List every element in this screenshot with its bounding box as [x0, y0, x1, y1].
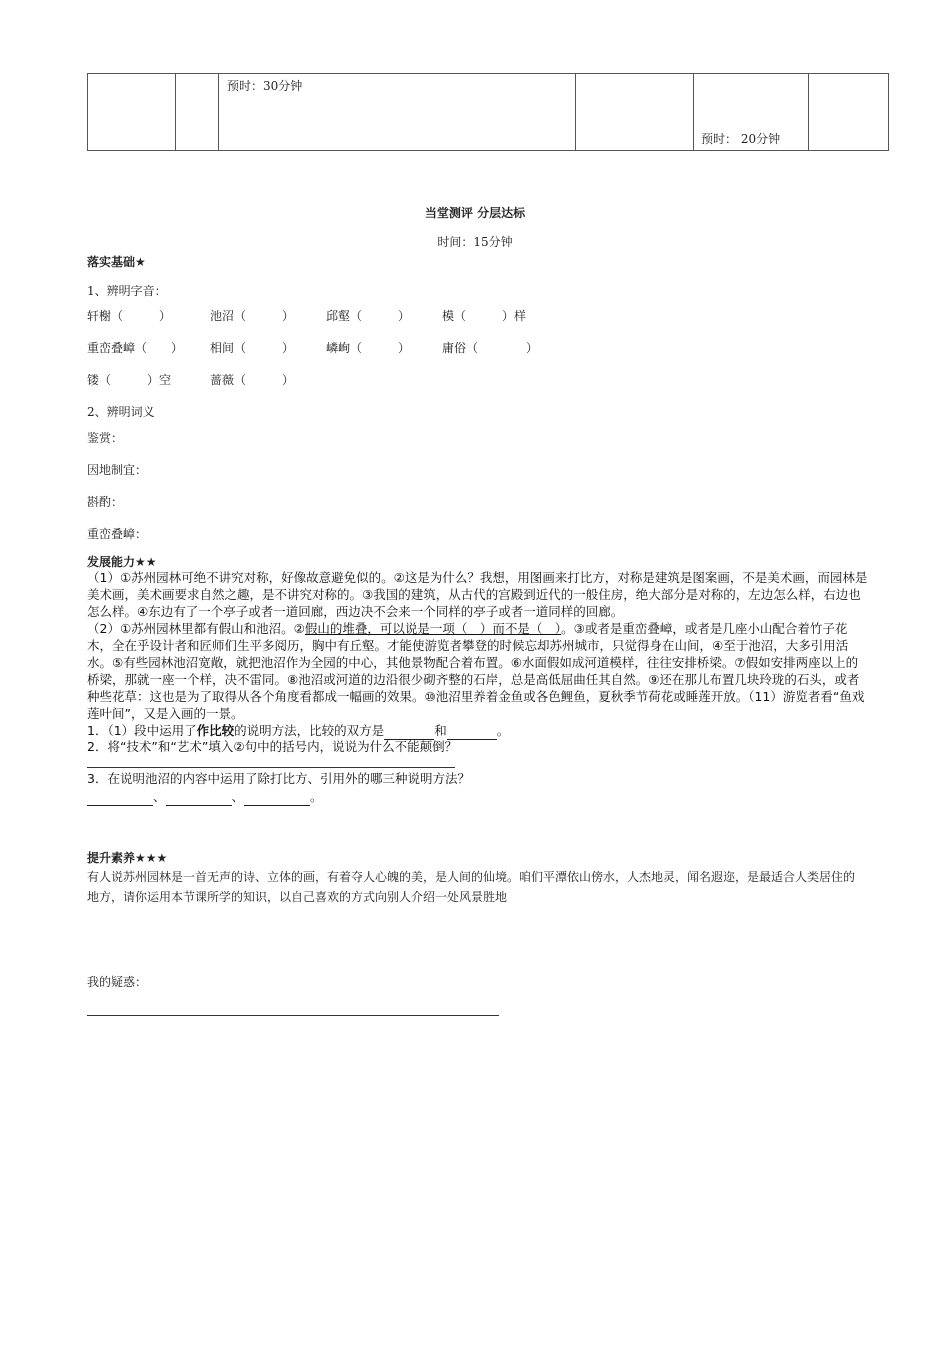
- table-cell: [88, 74, 176, 151]
- reading-paragraph-1: （1）①苏州园林可绝不讲究对称，好像故意避免似的。②这是为什么？我想，用图画来打比方，对称是建筑是图案画，不是美术画，而园林是美术画，美术画要求自然之趣，是不讲究对称的。③我国的建筑，从古代的宫殿到近代的一般住房，绝大部分是对称的，左边怎么样，右边也怎么样。④东边有了一个亭子或者一道回廊，西边决不会来一个同样的亭子或者一道同样的回廊。: [87, 570, 868, 619]
- pinyin-item: 庸俗（ ）: [442, 341, 539, 355]
- doubt-label: 我的疑惑：: [87, 975, 148, 989]
- answer-line[interactable]: [87, 1015, 499, 1016]
- vocab-item: 因地制宜：: [87, 463, 148, 477]
- table-cell: [219, 74, 576, 151]
- vocab-item: 重峦叠嶂：: [87, 527, 148, 541]
- test-time: 时间：15分钟: [437, 235, 513, 249]
- answer-blank[interactable]: [87, 788, 153, 806]
- bold-term: 作比较: [196, 723, 235, 738]
- separator: 。: [310, 789, 323, 804]
- table-cell: [576, 74, 694, 151]
- pinyin-item: 邱壑（ ）: [326, 309, 411, 323]
- question-title: 2、辨明词义: [87, 405, 155, 419]
- question-title: 1、辨明字音：: [87, 284, 167, 298]
- pinyin-item: 重峦叠嶂（ ）: [87, 341, 184, 355]
- question-text: 和: [434, 723, 447, 738]
- underlined-sentence: 假山的堆叠，可以说是一项（ ）而不是（ ）: [304, 621, 562, 636]
- question-2: 2．将“技术”和“艺术”填入②句中的括号内，说说为什么不能颠倒？: [87, 739, 458, 754]
- section-heading-improve: 提升素养★★★: [87, 851, 168, 865]
- answer-line[interactable]: [87, 767, 455, 768]
- answer-blank[interactable]: [166, 788, 232, 806]
- pinyin-item: 轩榭（ ）: [87, 309, 172, 323]
- question-3: 3．在说明池沼的内容中运用了除打比方、引用外的哪三种说明方法？: [87, 771, 470, 786]
- question-text: 1．（1）段中运用了: [87, 723, 197, 738]
- paragraph-text: 。③或者是重峦叠嶂，或者是几座小山配合着竹子花木，全在乎设计者和匠师们生平多阅历，胸中有丘壑。才能使游览者攀登的时候忘却苏州城市，只觉得身在山间，④至于池沼，大多引用活水。⑤有些园林池沼宽敞，就把池沼作为全园的中心，其他景物配合着布置。⑥水面假如成河道模样，往往安排桥梁。⑦假如安排两座以上的桥梁，那就一座一个样，决不雷同。⑧池沼或河道的边沿很少砌齐整的石岸，总是高低屈曲任其自然。⑨还在那儿布置几块玲珑的石头，或者种些花草：这也是为了取得从各个角度看都成一幅画的效果。⑩池沼里养着金鱼或各色鲤鱼，夏秋季节荷花或睡莲开放。（11）游览者看“鱼戏莲叶间”，又是入画的一景。: [87, 621, 865, 721]
- answer-blanks-row: [87, 788, 870, 806]
- separator: 、: [231, 789, 245, 804]
- pinyin-item: 模（ ）样: [442, 309, 527, 323]
- table-cell: [809, 74, 889, 151]
- section-heading-basic: 落实基础★: [87, 255, 146, 269]
- pinyin-item: 镂（ ）空: [87, 373, 172, 387]
- vocab-item: 鉴赏：: [87, 431, 124, 445]
- writing-prompt: 有人说苏州园林是一首无声的诗、立体的画，有着夺人心魄的美，是人间的仙境。咱们平潭依山傍水，人杰地灵，闻名遐迩，是最适合人类居住的地方，请你运用本节课所学的知识，以自己喜欢的方式向别人介绍一处风景胜地: [87, 870, 856, 904]
- vocab-item: 斟酌：: [87, 495, 124, 509]
- answer-blank[interactable]: [244, 788, 310, 806]
- time-estimate-right: 预时： 20分钟: [701, 132, 781, 146]
- table-cell: [694, 74, 809, 151]
- paragraph-text: （2）①苏州园林里都有假山和池沼。②: [87, 621, 305, 636]
- reading-paragraph-2: [87, 620, 870, 722]
- pinyin-item: 池沼（ ）: [210, 309, 295, 323]
- pinyin-item: 相间（ ）: [210, 341, 295, 355]
- pinyin-item: 蔷薇（ ）: [210, 373, 295, 387]
- separator: 、: [153, 789, 166, 804]
- section-heading-ability: 发展能力★★: [87, 555, 157, 569]
- table-cell: [176, 74, 219, 151]
- page-title: 当堂测评 分层达标: [424, 206, 526, 220]
- time-estimate-left: 预时：30分钟: [227, 79, 303, 93]
- question-text: 。: [496, 723, 510, 738]
- question-text: 的说明方法，比较的双方是: [234, 723, 385, 738]
- pinyin-item: 嶙峋（ ）: [326, 341, 411, 355]
- schedule-table: [87, 73, 889, 151]
